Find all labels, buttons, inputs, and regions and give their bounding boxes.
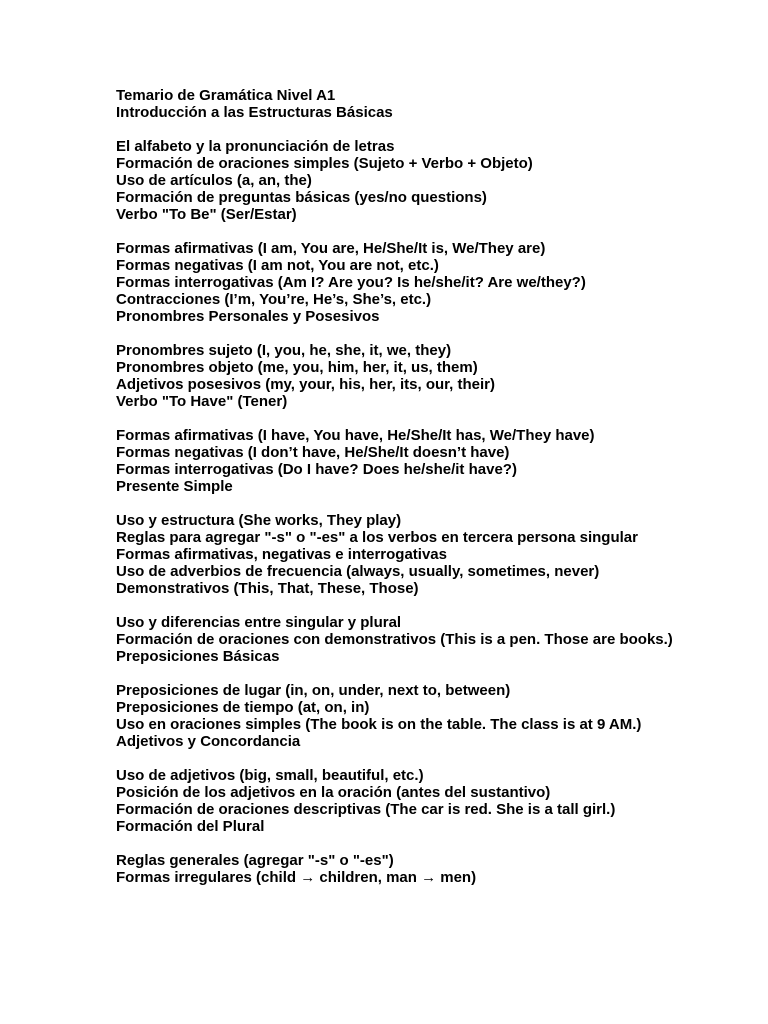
list-item: Adjetivos posesivos (my, your, his, her, its, our, their): [116, 376, 495, 393]
list-item: Formas afirmativas (I am, You are, He/She/It is, We/They are): [116, 240, 546, 257]
list-item: Pronombres objeto (me, you, him, her, it, us, them): [116, 359, 478, 376]
list-item: Formación de oraciones descriptivas (The car is red. She is a tall girl.): [116, 801, 616, 818]
list-item: Reglas generales (agregar "-s" o "-es"): [116, 852, 394, 869]
list-item: Reglas para agregar "-s" o "-es" a los verbos en tercera persona singular: [116, 529, 638, 546]
section-block: [116, 614, 676, 665]
list-item: Uso y estructura (She works, They play): [116, 512, 402, 529]
list-item: Formas afirmativas, negativas e interrogativas: [116, 546, 447, 563]
list-item: Contracciones (I’m, You’re, He’s, She’s, etc.): [116, 291, 432, 308]
section-heading: Formación del Plural: [116, 818, 265, 835]
section-heading: Adjetivos y Concordancia: [116, 733, 301, 750]
section-heading: Verbo "To Be" (Ser/Estar): [116, 206, 297, 223]
section-heading: Preposiciones Básicas: [116, 648, 280, 665]
section-block: [116, 240, 676, 325]
list-item: Formas irregulares (child → children, man → men): [116, 869, 477, 886]
list-item: Formas negativas (I am not, You are not, etc.): [116, 257, 439, 274]
section-block: [116, 852, 676, 886]
list-item: Uso de adjetivos (big, small, beautiful, etc.): [116, 767, 424, 784]
section-heading: Introducción a las Estructuras Básicas: [116, 104, 393, 121]
list-item: El alfabeto y la pronunciación de letras: [116, 138, 395, 155]
list-item: Uso de artículos (a, an, the): [116, 172, 312, 189]
title-block: [116, 87, 676, 121]
list-item: Preposiciones de tiempo (at, on, in): [116, 699, 370, 716]
list-item: Uso de adverbios de frecuencia (always, usually, sometimes, never): [116, 563, 600, 580]
list-item: Formas interrogativas (Am I? Are you? Is he/she/it? Are we/they?): [116, 274, 586, 291]
list-item: Formación de preguntas básicas (yes/no questions): [116, 189, 487, 206]
document-body: [116, 87, 676, 903]
section-block: [116, 342, 676, 410]
list-item: Uso y diferencias entre singular y plural: [116, 614, 402, 631]
list-item: Formas afirmativas (I have, You have, He/She/It has, We/They have): [116, 427, 595, 444]
section-block: [116, 427, 676, 495]
list-item: Posición de los adjetivos en la oración (antes del sustantivo): [116, 784, 551, 801]
section-block: [116, 512, 676, 597]
list-item: Formas negativas (I don’t have, He/She/It doesn’t have): [116, 444, 510, 461]
list-item: Formas interrogativas (Do I have? Does he/she/it have?): [116, 461, 517, 478]
section-heading: Presente Simple: [116, 478, 233, 495]
list-item: Preposiciones de lugar (in, on, under, next to, between): [116, 682, 511, 699]
section-block: [116, 138, 676, 223]
section-heading: Demonstrativos (This, That, These, Those): [116, 580, 419, 597]
list-item: Pronombres sujeto (I, you, he, she, it, we, they): [116, 342, 452, 359]
section-heading: Pronombres Personales y Posesivos: [116, 308, 380, 325]
document-title: Temario de Gramática Nivel A1: [116, 87, 336, 104]
section-block: [116, 767, 676, 835]
list-item: Uso en oraciones simples (The book is on the table. The class is at 9 AM.): [116, 716, 642, 733]
list-item: Formación de oraciones simples (Sujeto + Verbo + Objeto): [116, 155, 533, 172]
list-item: Formación de oraciones con demonstrativos (This is a pen. Those are books.): [116, 631, 673, 648]
section-heading: Verbo "To Have" (Tener): [116, 393, 288, 410]
section-block: [116, 682, 676, 750]
